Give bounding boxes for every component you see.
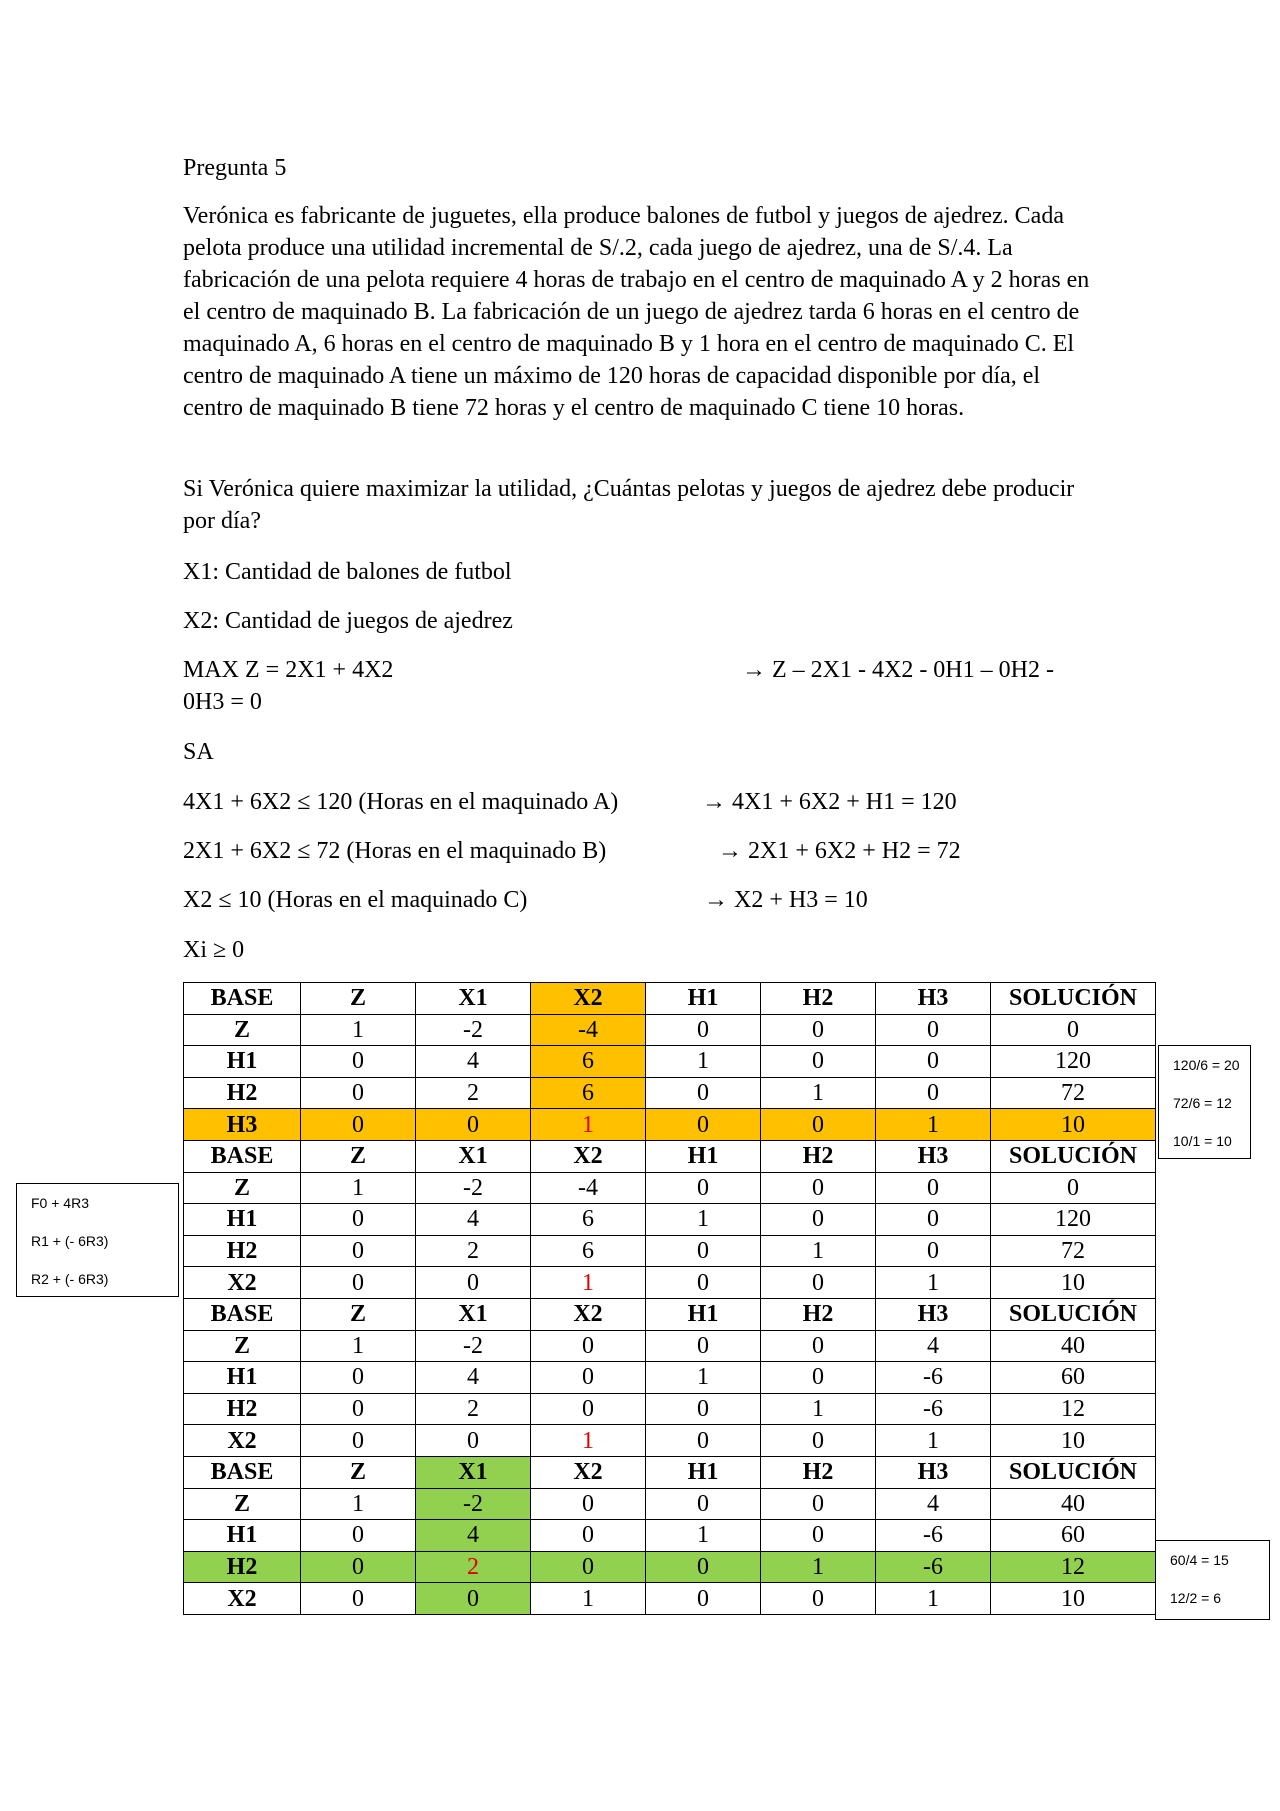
table-cell: 0 <box>876 1172 991 1204</box>
table-cell: 40 <box>991 1330 1156 1362</box>
ratio-line: 12/2 = 6 <box>1170 1590 1221 1606</box>
table-cell: 1 <box>761 1235 876 1267</box>
table-cell: 0 <box>646 1267 761 1299</box>
column-header: BASE <box>184 1456 301 1488</box>
table-cell: 60 <box>991 1520 1156 1552</box>
column-header: H3 <box>876 1140 991 1172</box>
base-variable: H2 <box>184 1235 301 1267</box>
table-cell: -2 <box>416 1014 531 1046</box>
table-cell: 72 <box>991 1235 1156 1267</box>
table-cell: -6 <box>876 1551 991 1583</box>
table-cell: 1 <box>876 1425 991 1457</box>
table-cell: 1 <box>531 1583 646 1615</box>
tableau-row <box>184 1077 1156 1109</box>
ratio-line: 120/6 = 20 <box>1173 1057 1240 1073</box>
row-operation-line: R2 + (- 6R3) <box>31 1271 109 1287</box>
table-cell: 0 <box>416 1109 531 1141</box>
table-cell: 10 <box>991 1267 1156 1299</box>
table-cell: 1 <box>761 1077 876 1109</box>
table-cell: 0 <box>646 1488 761 1520</box>
table-cell: 0 <box>876 1014 991 1046</box>
table-cell: 0 <box>646 1425 761 1457</box>
table-cell: 0 <box>301 1267 416 1299</box>
column-header: Z <box>301 983 416 1015</box>
table-cell: 0 <box>761 1330 876 1362</box>
table-cell: -2 <box>416 1330 531 1362</box>
table-cell: 1 <box>876 1583 991 1615</box>
subject-to-label: SA <box>183 739 214 765</box>
column-header: Z <box>301 1456 416 1488</box>
objective-standard-form: → Z – 2X1 - 4X2 - 0H1 – 0H2 - <box>742 657 1054 683</box>
table-cell: 0 <box>876 1235 991 1267</box>
column-header: X2 <box>531 1140 646 1172</box>
table-cell: -6 <box>876 1393 991 1425</box>
table-cell: -2 <box>416 1488 531 1520</box>
base-variable: X2 <box>184 1583 301 1615</box>
table-cell: 2 <box>416 1235 531 1267</box>
table-cell: 120 <box>991 1204 1156 1236</box>
table-cell: 0 <box>301 1425 416 1457</box>
constraint-b: 2X1 + 6X2 ≤ 72 (Horas en el maquinado B) <box>183 838 607 864</box>
column-header: BASE <box>184 1140 301 1172</box>
table-cell: 4 <box>416 1046 531 1078</box>
tableau-row <box>184 1014 1156 1046</box>
constraint-c-standard: → X2 + H3 = 10 <box>704 887 868 913</box>
table-cell: 10 <box>991 1109 1156 1141</box>
column-header: SOLUCIÓN <box>991 983 1156 1015</box>
table-cell: 0 <box>301 1551 416 1583</box>
tableau-row <box>184 1551 1156 1583</box>
table-cell: 0 <box>301 1583 416 1615</box>
table-cell: -4 <box>531 1014 646 1046</box>
table-cell: 0 <box>761 1520 876 1552</box>
base-variable: Z <box>184 1172 301 1204</box>
table-cell: 1 <box>531 1425 646 1457</box>
table-cell: 0 <box>761 1046 876 1078</box>
base-variable: H1 <box>184 1204 301 1236</box>
constraint-a: 4X1 + 6X2 ≤ 120 (Horas en el maquinado A) <box>183 789 619 815</box>
table-cell: -2 <box>416 1172 531 1204</box>
table-cell: -6 <box>876 1362 991 1394</box>
table-cell: 40 <box>991 1488 1156 1520</box>
base-variable: H1 <box>184 1046 301 1078</box>
base-variable: Z <box>184 1330 301 1362</box>
column-header: X1 <box>416 983 531 1015</box>
ratio-line: 10/1 = 10 <box>1173 1133 1232 1149</box>
table-cell: 0 <box>646 1014 761 1046</box>
constraint-c: X2 ≤ 10 (Horas en el maquinado C) <box>183 887 528 913</box>
table-cell: 1 <box>301 1014 416 1046</box>
column-header: SOLUCIÓN <box>991 1140 1156 1172</box>
tableau-row <box>184 1425 1156 1457</box>
question-paragraph: Si Verónica quiere maximizar la utilidad, ¿Cuántas pelotas y juegos de ajedrez debe producir por día? <box>183 476 1075 534</box>
table-cell: 0 <box>301 1520 416 1552</box>
table-cell: 1 <box>876 1109 991 1141</box>
table-cell: 0 <box>991 1014 1156 1046</box>
tableau-row <box>184 1046 1156 1078</box>
tableau-row <box>184 1520 1156 1552</box>
column-header: SOLUCIÓN <box>991 1456 1156 1488</box>
base-variable: X2 <box>184 1267 301 1299</box>
table-cell: 0 <box>531 1362 646 1394</box>
column-header: H1 <box>646 1456 761 1488</box>
column-header: X2 <box>531 1298 646 1330</box>
table-cell: 0 <box>301 1204 416 1236</box>
table-cell: 0 <box>531 1393 646 1425</box>
tableau-row <box>184 1583 1156 1615</box>
table-cell: 0 <box>531 1551 646 1583</box>
table-cell: 0 <box>301 1393 416 1425</box>
tableau-header-row <box>184 1140 1156 1172</box>
column-header: BASE <box>184 983 301 1015</box>
table-cell: 4 <box>876 1330 991 1362</box>
column-header: H2 <box>761 983 876 1015</box>
simplex-table <box>183 982 1156 1615</box>
table-cell: 1 <box>646 1362 761 1394</box>
table-cell: 4 <box>876 1488 991 1520</box>
table-cell: 1 <box>646 1046 761 1078</box>
table-cell: 12 <box>991 1551 1156 1583</box>
table-cell: 6 <box>531 1235 646 1267</box>
column-header: X2 <box>531 1456 646 1488</box>
base-variable: X2 <box>184 1425 301 1457</box>
table-cell: 0 <box>646 1077 761 1109</box>
ratio-test-note-2 <box>1155 1540 1270 1620</box>
table-cell: 0 <box>646 1583 761 1615</box>
tableau-row <box>184 1235 1156 1267</box>
table-cell: 0 <box>531 1520 646 1552</box>
table-cell: 12 <box>991 1393 1156 1425</box>
column-header: H1 <box>646 1298 761 1330</box>
table-cell: 4 <box>416 1362 531 1394</box>
tableau-header-row <box>184 1456 1156 1488</box>
table-cell: 10 <box>991 1583 1156 1615</box>
base-variable: H2 <box>184 1551 301 1583</box>
tableau-header-row <box>184 983 1156 1015</box>
objective-standard-form-continuation: 0H3 = 0 <box>183 689 262 715</box>
table-cell: 6 <box>531 1204 646 1236</box>
table-cell: 0 <box>761 1014 876 1046</box>
table-cell: 0 <box>531 1488 646 1520</box>
table-cell: -4 <box>531 1172 646 1204</box>
table-cell: 0 <box>416 1425 531 1457</box>
table-cell: 0 <box>646 1551 761 1583</box>
constraint-b-standard: → 2X1 + 6X2 + H2 = 72 <box>718 838 961 864</box>
objective-function: MAX Z = 2X1 + 4X2 <box>183 657 394 683</box>
column-header: H2 <box>761 1140 876 1172</box>
base-variable: H3 <box>184 1109 301 1141</box>
column-header: Z <box>301 1140 416 1172</box>
tableau-row <box>184 1362 1156 1394</box>
table-cell: 0 <box>301 1077 416 1109</box>
table-cell: 0 <box>416 1267 531 1299</box>
tableau-row <box>184 1330 1156 1362</box>
problem-paragraph: Verónica es fabricante de juguetes, ella produce balones de futbol y juegos de ajedrez. Cada pelota produce una utilidad incremental de S/.2, cada juego de ajedrez, una de S/.4. La fabricación de una pelota requiere 4 horas de trabajo en el centro de maquinado A y 2 horas en el centro de maquinado B. La fabricación de un juego de ajedrez tarda 6 horas en el centro de maquinado A, 6 horas en el centro de maquinado B y 1 hora en el centro de maquinado C. El centro de maquinado A tiene un máximo de 120 horas de capacidad disponible por día, el centro de maquinado B tiene 72 horas y el centro de maquinado C tiene 10 horas. <box>183 203 1090 421</box>
base-variable: H2 <box>184 1077 301 1109</box>
column-header: H2 <box>761 1456 876 1488</box>
table-cell: 72 <box>991 1077 1156 1109</box>
table-cell: 0 <box>761 1583 876 1615</box>
table-cell: 1 <box>876 1267 991 1299</box>
table-cell: 0 <box>761 1425 876 1457</box>
table-cell: 1 <box>646 1520 761 1552</box>
column-header: X2 <box>531 983 646 1015</box>
table-cell: 0 <box>531 1330 646 1362</box>
table-cell: 1 <box>531 1109 646 1141</box>
table-cell: 1 <box>761 1551 876 1583</box>
table-cell: 1 <box>646 1204 761 1236</box>
table-cell: 1 <box>761 1393 876 1425</box>
table-cell: 0 <box>646 1109 761 1141</box>
table-cell: 0 <box>761 1362 876 1394</box>
table-cell: 60 <box>991 1362 1156 1394</box>
table-cell: 0 <box>646 1235 761 1267</box>
table-cell: 1 <box>531 1267 646 1299</box>
column-header: H1 <box>646 1140 761 1172</box>
table-cell: 1 <box>301 1330 416 1362</box>
table-cell: 0 <box>646 1330 761 1362</box>
table-cell: 0 <box>761 1204 876 1236</box>
base-variable: H1 <box>184 1362 301 1394</box>
table-cell: 0 <box>301 1109 416 1141</box>
table-cell: 0 <box>761 1488 876 1520</box>
base-variable: Z <box>184 1488 301 1520</box>
table-cell: 0 <box>301 1362 416 1394</box>
ratio-line: 72/6 = 12 <box>1173 1095 1232 1111</box>
table-cell: 4 <box>416 1520 531 1552</box>
column-header: H3 <box>876 983 991 1015</box>
table-cell: 0 <box>991 1172 1156 1204</box>
non-negativity: Xi ≥ 0 <box>183 937 245 963</box>
column-header: X1 <box>416 1298 531 1330</box>
tableau-header-row <box>184 1298 1156 1330</box>
ratio-line: 60/4 = 15 <box>1170 1552 1229 1568</box>
table-cell: 1 <box>301 1172 416 1204</box>
row-operations-note <box>16 1183 179 1297</box>
tableau-row <box>184 1488 1156 1520</box>
column-header: H3 <box>876 1456 991 1488</box>
question-title: Pregunta 5 <box>183 155 287 181</box>
row-operation-line: F0 + 4R3 <box>31 1195 89 1211</box>
tableau-row <box>184 1267 1156 1299</box>
column-header: BASE <box>184 1298 301 1330</box>
constraint-a-standard: → 4X1 + 6X2 + H1 = 120 <box>702 789 957 815</box>
tableau-row <box>184 1204 1156 1236</box>
table-cell: 0 <box>761 1109 876 1141</box>
table-cell: 0 <box>646 1172 761 1204</box>
column-header: H2 <box>761 1298 876 1330</box>
column-header: H1 <box>646 983 761 1015</box>
variable-x2-definition: X2: Cantidad de juegos de ajedrez <box>183 608 513 634</box>
table-cell: 0 <box>876 1046 991 1078</box>
table-cell: 0 <box>876 1204 991 1236</box>
row-operation-line: R1 + (- 6R3) <box>31 1233 109 1249</box>
column-header: H3 <box>876 1298 991 1330</box>
column-header: X1 <box>416 1140 531 1172</box>
tableau-row <box>184 1172 1156 1204</box>
table-cell: 6 <box>531 1046 646 1078</box>
table-cell: 1 <box>301 1488 416 1520</box>
table-cell: 0 <box>761 1172 876 1204</box>
table-cell: 0 <box>416 1583 531 1615</box>
variable-x1-definition: X1: Cantidad de balones de futbol <box>183 559 512 585</box>
table-cell: 120 <box>991 1046 1156 1078</box>
table-cell: 2 <box>416 1551 531 1583</box>
table-cell: 0 <box>761 1267 876 1299</box>
column-header: SOLUCIÓN <box>991 1298 1156 1330</box>
base-variable: Z <box>184 1014 301 1046</box>
ratio-test-note-1 <box>1158 1045 1251 1159</box>
base-variable: H2 <box>184 1393 301 1425</box>
table-cell: 4 <box>416 1204 531 1236</box>
tableau-row <box>184 1109 1156 1141</box>
table-cell: 2 <box>416 1077 531 1109</box>
table-cell: 0 <box>301 1046 416 1078</box>
table-cell: 2 <box>416 1393 531 1425</box>
table-cell: 6 <box>531 1077 646 1109</box>
tableau-row <box>184 1393 1156 1425</box>
table-cell: 10 <box>991 1425 1156 1457</box>
table-cell: 0 <box>646 1393 761 1425</box>
table-cell: 0 <box>876 1077 991 1109</box>
column-header: Z <box>301 1298 416 1330</box>
base-variable: H1 <box>184 1520 301 1552</box>
table-cell: 0 <box>301 1235 416 1267</box>
table-cell: -6 <box>876 1520 991 1552</box>
column-header: X1 <box>416 1456 531 1488</box>
